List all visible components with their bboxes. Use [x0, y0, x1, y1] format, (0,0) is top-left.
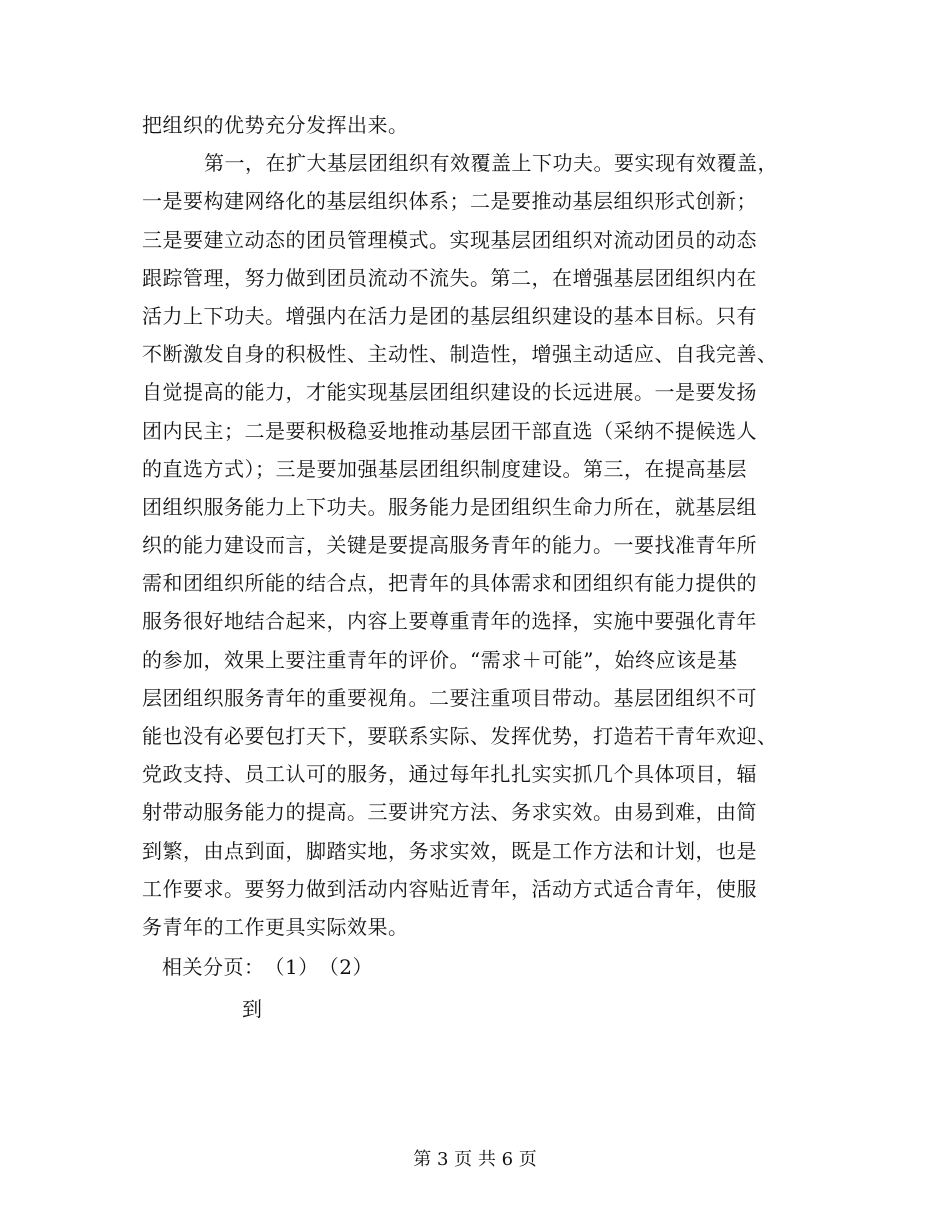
- paragraph-line: 工作要求。要努力做到活动内容贴近青年，活动方式适合青年，使服: [142, 876, 757, 901]
- paragraph-line: 一是要构建网络化的基层组织体系；二是要推动基层组织形式创新；: [142, 189, 757, 214]
- paragraph-line: 党政支持、员工认可的服务，通过每年扎扎实实抓几个具体项目，辐: [142, 762, 757, 787]
- paragraph-line: 自觉提高的能力，才能实现基层团组织建设的长远进展。一是要发扬: [142, 380, 757, 405]
- related-page-link-1[interactable]: （1）: [264, 955, 319, 980]
- paragraph-line: 团内民主；二是要积极稳妥地推动基层团干部直选（采纳不提候选人: [142, 418, 757, 443]
- related-pages-label: 相关分页：: [162, 955, 265, 980]
- document-body: [142, 106, 822, 1029]
- paragraph-line: 服务很好地结合起来，内容上要尊重青年的选择，实施中要强化青年: [142, 609, 757, 634]
- paragraph-line: 到繁，由点到面，脚踏实地，务求实效，既是工作方法和计划，也是: [142, 838, 757, 863]
- paragraph-line: 第一，在扩大基层团组织有效覆盖上下功夫。要实现有效覆盖，: [204, 151, 778, 176]
- paragraph-line: 层团组织服务青年的重要视角。二要注重项目带动。基层团组织不可: [142, 685, 757, 710]
- paragraph-line: 织的能力建设而言，关键是要提高服务青年的能力。一要找准青年所: [142, 533, 757, 558]
- paragraph-line: 需和团组织所能的结合点，把青年的具体需求和团组织有能力提供的: [142, 571, 757, 596]
- paragraph-line: 射带动服务能力的提高。三要讲究方法、务求实效。由易到难，由简: [142, 800, 757, 825]
- paragraph-line: 活力上下功夫。增强内在活力是团的基层组织建设的基本目标。只有: [142, 303, 757, 328]
- paragraph-line: 能也没有必要包打天下，要联系实际、发挥优势，打造若干青年欢迎、: [142, 724, 778, 748]
- paragraph-line: 的直选方式）；三是要加强基层团组织制度建设。第三，在提高基层: [142, 456, 747, 481]
- paragraph-line: 三是要建立动态的团员管理模式。实现基层团组织对流动团员的动态: [142, 227, 757, 252]
- related-page-link-2[interactable]: （2）: [318, 955, 373, 980]
- trailing-text: 到: [242, 997, 263, 1022]
- paragraph-line: 团组织服务能力上下功夫。服务能力是团组织生命力所在，就基层组: [142, 494, 757, 519]
- paragraph-line: 的参加，效果上要注重青年的评价。“需求＋可能”，始终应该是基: [142, 647, 738, 672]
- paragraph-line: 把组织的优势充分发挥出来。: [142, 113, 409, 137]
- page-footer: 第 3 页 共 6 页: [413, 1149, 537, 1170]
- related-pages: [142, 948, 822, 986]
- paragraph-line: 务青年的工作更具实际效果。: [142, 914, 409, 939]
- paragraph-line: 跟踪管理，努力做到团员流动不流失。第二，在增强基层团组织内在: [142, 265, 757, 290]
- paragraph-line: 不断激发自身的积极性、主动性、制造性，增强主动适应、自我完善、: [142, 342, 778, 367]
